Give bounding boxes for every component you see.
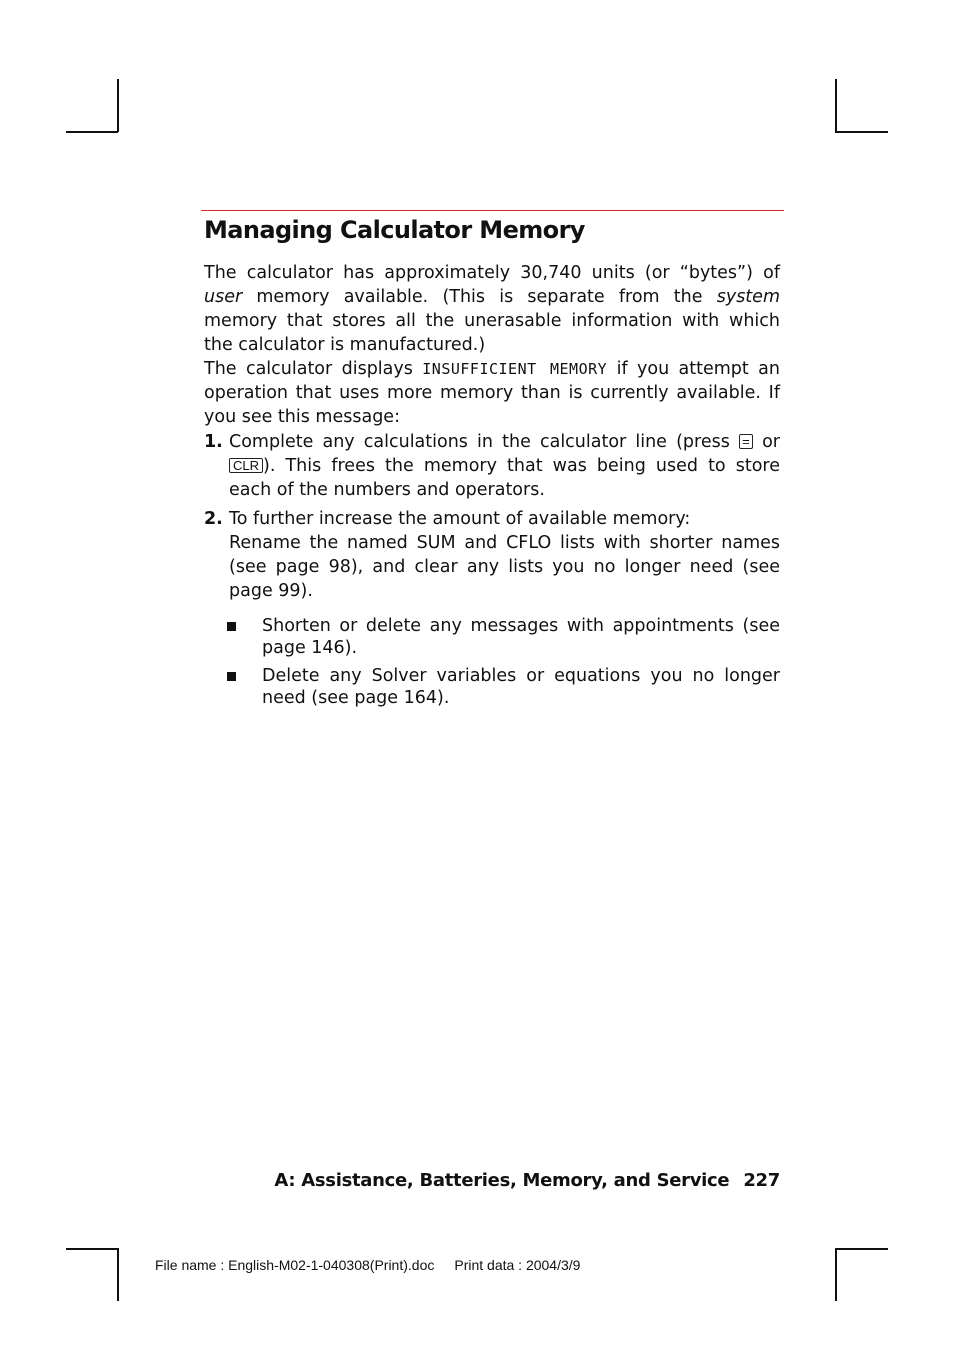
crop-mark-bottom-left-vertical [117,1248,119,1301]
step-2-line-1: To further increase the amount of available memory: [229,509,691,529]
crop-mark-top-right-vertical [835,79,837,132]
bullet-item-2 [227,665,780,709]
crop-mark-top-left-vertical [117,79,119,132]
display-message: INSUFFICIENT MEMORY [422,360,608,378]
footer-section-title: A: Assistance, Batteries, Memory, and Service [274,1170,730,1191]
section-rule [201,210,784,211]
bullet-item-1 [227,615,780,659]
message-paragraph [204,357,780,429]
message-text-1: The calculator displays [204,359,423,379]
step-2-text [229,507,780,603]
crop-mark-bottom-right-vertical [835,1248,837,1301]
print-info [155,1257,580,1273]
step-1-text [229,430,780,502]
bullet-item-2-text: Delete any Solver variables or equations you no longer need (see page 164). [262,666,780,708]
page-title: Managing Calculator Memory [204,216,585,244]
page-number: 227 [743,1170,780,1191]
running-footer [274,1170,780,1191]
crop-mark-top-right-horizontal [835,131,888,133]
bullet-square-icon [227,622,236,631]
step-1 [204,430,780,502]
clr-key: CLR [229,458,263,473]
step-2 [204,507,780,603]
step-1-text-a: Complete any calculations in the calculator line (press [229,432,739,452]
step-2-line-2: Rename the named SUM and CFLO lists with shorter names (see page 98), and clear any lists you no longer need (see page 99). [229,533,780,601]
step-2-number: 2. [204,509,223,529]
intro-emphasis-user: user [204,287,243,307]
equals-key: = [739,434,753,449]
intro-emphasis-system: system [716,287,780,307]
step-1-text-b: or [752,432,780,452]
intro-text-1: The calculator has approximately 30,740 units (or “bytes”) of [204,263,780,283]
bullet-square-icon [227,672,236,681]
crop-mark-bottom-right-horizontal [835,1248,888,1250]
crop-mark-top-left-horizontal [66,131,118,133]
intro-text-3: memory that stores all the unerasable information with which the calculator is manufactured.) [204,311,780,355]
bullet-item-1-text: Shorten or delete any messages with appointments (see page 146). [262,616,780,658]
intro-text-2: memory available. (This is separate from the [242,287,717,307]
crop-mark-bottom-left-horizontal [66,1248,118,1250]
step-1-number: 1. [204,432,223,452]
step-1-text-c: ). This frees the memory that was being used to store each of the numbers and operators. [229,456,780,500]
intro-paragraph [204,261,780,357]
message-text-2: if you attempt an operation that uses more memory than is currently available. If you see this message: [204,359,780,427]
print-date: Print data : 2004/3/9 [454,1257,581,1273]
print-file-name: File name : English-M02-1-040308(Print).doc [155,1257,435,1273]
